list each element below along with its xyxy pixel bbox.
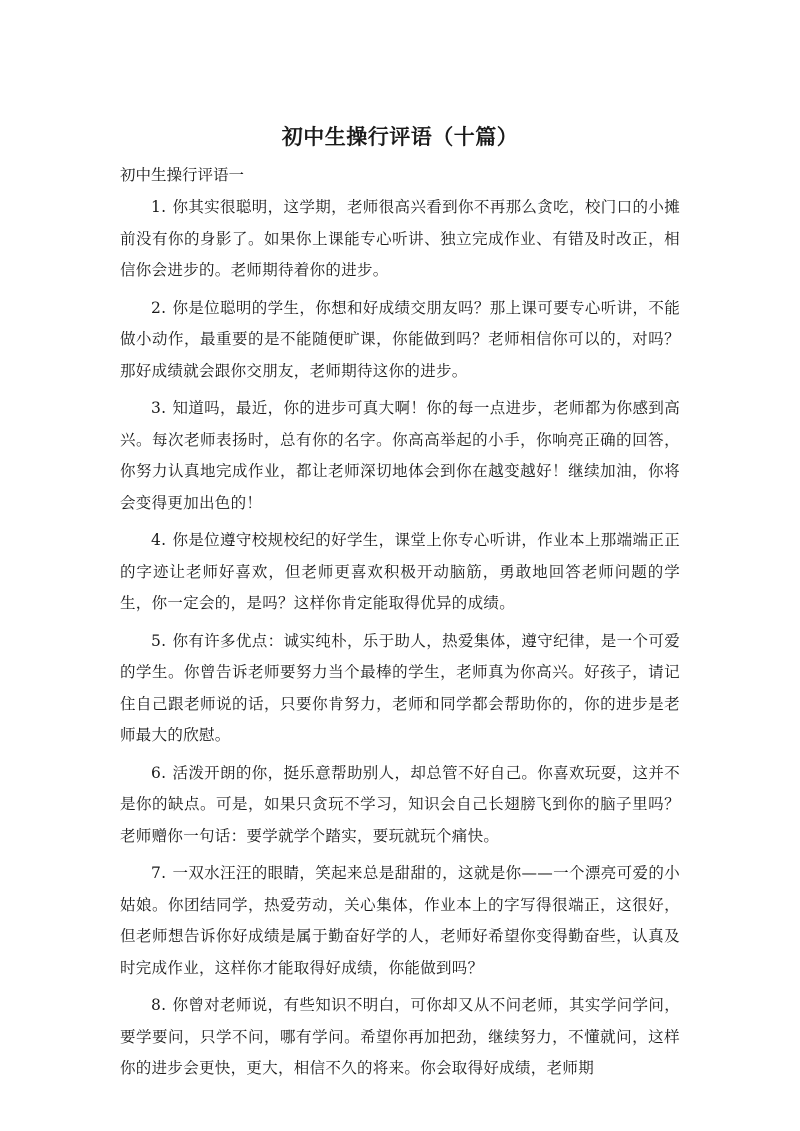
paragraph (120, 858, 680, 984)
paragraph-number: 1. (151, 198, 167, 216)
document-body (120, 192, 680, 1091)
paragraph-text: 活泼开朗的你，挺乐意帮助别人，却总管不好自己。你喜欢玩耍，这并不是你的缺点。可是，如果只贪玩不学习，知识会自己长翅膀飞到你的脑子里吗？老师赠你一句话：要学就学个踏实，要玩就玩个痛快。 (120, 763, 680, 845)
paragraph-text: 你有许多优点：诚实纯朴，乐于助人，热爱集体，遵守纪律，是一个可爱的学生。你曾告诉老师要努力当个最棒的学生，老师真为你高兴。好孩子，请记住自己跟老师说的话，只要你肯努力，老师和同学都会帮助你的，你的进步是老师最大的欣慰。 (120, 631, 680, 744)
paragraph-number: 3. (151, 399, 167, 417)
paragraph (120, 758, 680, 853)
paragraph-text: 你其实很聪明，这学期，老师很高兴看到你不再那么贪吃，校门口的小摊前没有你的身影了。如果你上课能专心听讲、独立完成作业、有错及时改正，相信你会进步的。老师期待着你的进步。 (120, 198, 680, 279)
document-title: 初中生操行评语（十篇） (281, 125, 519, 149)
paragraph-text: 你是位聪明的学生，你想和好成绩交朋友吗？那上课可要专心听讲，不能做小动作，最重要的是不能随便旷课，你能做到吗？老师相信你可以的，对吗？那好成绩就会跟你交朋友，老师期待这你的进步。 (120, 298, 680, 380)
paragraph (120, 990, 680, 1085)
paragraph-text: 你是位遵守校规校纪的好学生，课堂上你专心听讲，作业本上那端端正正的字迹让老师好喜欢，但老师更喜欢积极开动脑筋，勇敢地回答老师问题的学生，你一定会的，是吗？这样你肯定能取得优异的成绩。 (120, 531, 680, 612)
paragraph (120, 626, 680, 752)
section-heading: 初中生操行评语一 (120, 166, 245, 184)
paragraph-number: 6. (151, 763, 167, 782)
paragraph (120, 293, 680, 388)
paragraph-text: 一双水汪汪的眼睛，笑起来总是甜甜的，这就是你——一个漂亮可爱的小姑娘。你团结同学，热爱劳动，关心集体，作业本上的字写得很端正，这很好，但老师想告诉你好成绩是属于勤奋好学的人，老师好希望你变得勤奋些，认真及时完成作业，这样你才能取得好成绩，你能做到吗？ (120, 864, 680, 977)
paragraph-number: 4. (151, 531, 167, 549)
paragraph-number: 2. (151, 298, 167, 317)
paragraph-text: 你曾对老师说，有些知识不明白，可你却又从不问老师，其实学问学问，要学要问，只学不问，哪有学问。希望你再加把劲，继续努力，不懂就问，这样你的进步会更快，更大，相信不久的将来。你会取得好成绩，老师期 (120, 996, 680, 1077)
paragraph-number: 5. (151, 631, 167, 650)
paragraph-number: 8. (151, 996, 167, 1014)
paragraph (120, 192, 680, 287)
paragraph-number: 7. (151, 864, 167, 882)
paragraph (120, 525, 680, 620)
paragraph (120, 393, 680, 519)
paragraph-text: 知道吗，最近，你的进步可真大啊！你的每一点进步，老师都为你感到高兴。每次老师表扬时，总有你的名字。你高高举起的小手，你响亮正确的回答，你努力认真地完成作业，都让老师深切地体会到你在越变越好！继续加油，你将会变得更加出色的！ (120, 399, 680, 512)
